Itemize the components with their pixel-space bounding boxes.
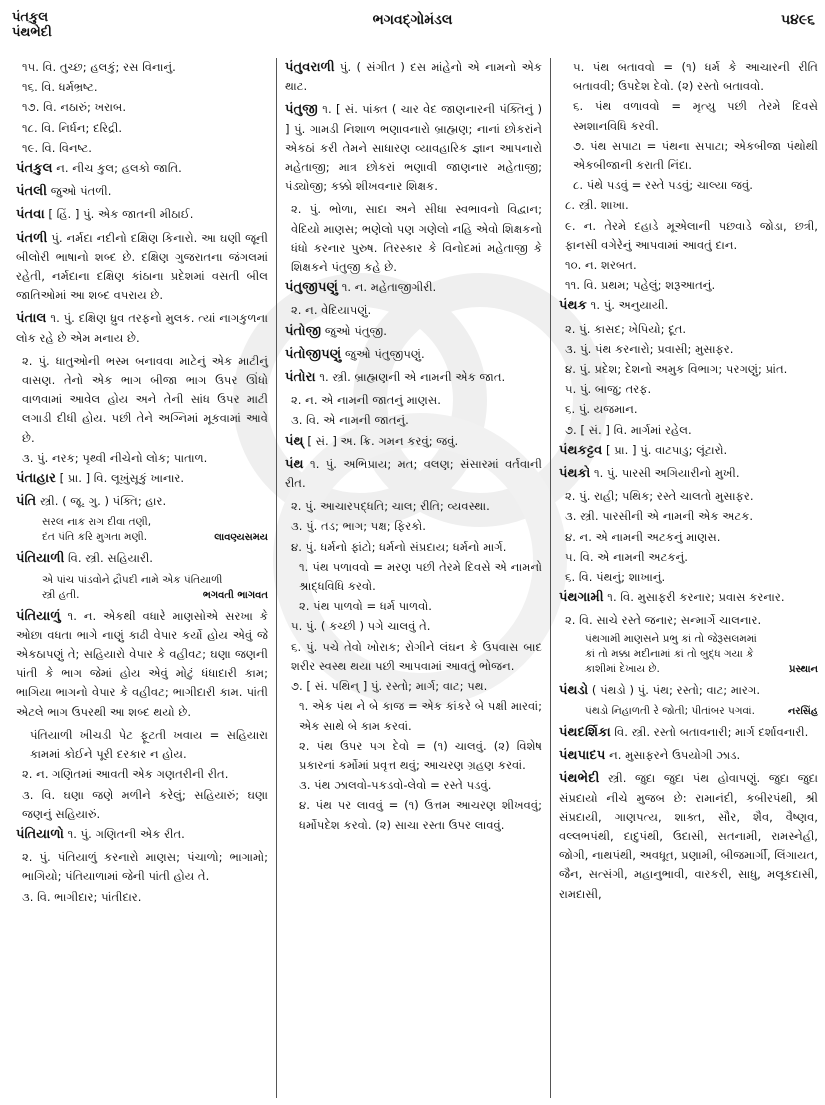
definition-text: ૧. ન. એકથી વધારે માણસોએ સરખા કે ઓછા વધતા ભાગે નાણું કાઢી વેપાર કર્યો હોય એવું જે એકઠાપણું તે; સહિયારો વેપાર કે વહીવટ; ઘણા જણની પાંતી કે ભાગ જેમાં હોય એવું મોટું ધંધાદારી કામ; ભાગિયા ભાગનો વેપાર કે વહીવટ; ભાગીદારી કામ. પાંતી એટલે ભાગ ઉપરથી આ શબ્દ થયો છે. <box>16 608 268 719</box>
headword: પંથભેદી <box>559 771 600 787</box>
sense-entry <box>559 360 818 379</box>
page-number: ૫૪૯૬ <box>780 12 815 28</box>
definition-text: ૬. વિ. પંથનું; શાખાનું. <box>565 570 666 585</box>
definition-text: ૧. પું. ગણિતની એક રીત. <box>63 826 185 841</box>
definition-text: સ્ત્રી. જુદા જુદા પંથ હોવાપણું. જુદા જુદા સંપ્રદાયો નીચે મુજબ છે: રામાનંદી, કબીરપંથી, શ્રી સંપ્રદાયી, ગાણપત્ય, શાક્ત, સૌર, શૈવ, વૈષ્ણવ, વલ્લભપંથી, દાદુપંથી, ઉદાસી, સતનામી, રામસ્નેહી, જોગી, નાથપંથી, અવધૂત, પ્રણામી, બીજમાર્ગી, લિંગાયત, જૈન, સત્સંગી, મહાનુભાવી, વારકરી, સાધુ, મલૂકદાસી, રામદાસી, <box>559 771 818 901</box>
sense-entry <box>16 98 268 117</box>
headword: પંતવા <box>16 207 45 223</box>
definition-text: ન. નીચ કુલ; હલકો જાતિ. <box>52 161 182 176</box>
definition-text: ૧. ન. મહેતાજીગીરી. <box>338 280 437 295</box>
citation-quote <box>559 704 818 719</box>
quote-line: દંત પંતિ કરિ મુગતા મણી. <box>42 531 148 544</box>
sense-entry <box>559 548 818 567</box>
dictionary-entry <box>16 549 268 568</box>
dictionary-entry <box>285 322 542 341</box>
definition-text: ૧. પંથ પળાવવો = મરણ પછી તેરમે દિવસે એ નામનો શ્રાદ્ધવિધિ કરવો. <box>299 559 542 594</box>
dictionary-entry <box>16 159 268 178</box>
headword: પંતાહાર <box>16 471 56 487</box>
sense-entry <box>559 421 818 440</box>
idiom-entry <box>559 137 818 175</box>
dictionary-entry <box>16 825 268 844</box>
sense-entry <box>559 528 818 547</box>
sense-entry <box>16 352 268 448</box>
definition-text: ૨. ન. ગણિતમાં આવતી એક ગણતરીની રીત. <box>22 767 229 782</box>
definition-text: ૫. પંથ બતાવવો = (૧) ધર્મ કે આચારની રીતિ બતાવવી; ઉપદેશ દેવો. (૨) રસ્તો બતાવવો. <box>573 60 818 94</box>
sense-entry <box>559 380 818 399</box>
definition-text: જુઓ પંતુજીપણું. <box>341 346 425 361</box>
dictionary-entry <box>16 492 268 511</box>
quote-line: પંથડો નિહાળતી રે જોતી; પીતાંબર પગવાં. <box>585 704 755 717</box>
definition-text: ૨. ન. એ નામની જાતનું માણસ. <box>291 393 441 408</box>
sense-entry <box>285 538 542 557</box>
sense-entry <box>285 301 542 320</box>
sense-entry <box>285 391 542 410</box>
definition-text: જુઓ પંતળી. <box>47 184 112 199</box>
dictionary-entry <box>285 455 542 493</box>
definition-text: ૧. પું. અભિપ્રાય; મત; વલણ; સંસારમાં વર્તવાની રીત. <box>285 456 542 491</box>
definition-text: ૪. પું. ધર્મનો ફાંટો; ધર્મનો સંપ્રદાય; ધર્મનો માર્ગ. <box>291 539 507 554</box>
headword: પંતોરા <box>285 370 316 386</box>
guide-word-last: પંથભેદી <box>12 25 52 40</box>
sense-entry <box>559 320 818 339</box>
definition-text: ૧. પું. અનુયાયી. <box>586 298 669 313</box>
idiom-entry <box>285 796 542 834</box>
sense-entry <box>16 58 268 77</box>
definition-text: વિ. સ્ત્રી. રસ્તો બતાવનારી; માર્ગ દર્શાવનારી. <box>610 724 809 739</box>
sense-entry <box>559 196 818 215</box>
definition-text: ૧. પું. પારસી અગિયારીનો મુખી. <box>590 466 740 481</box>
definition-text: [ પ્રા. ] વિ. લૂખુંસૂકું ખાનાર. <box>55 471 185 486</box>
definition-text: ન. મુસાફરને ઉપયોગી ઝાડ. <box>605 748 741 763</box>
definition-text: ૧૬. વિ. ધર્મભ્રષ્ટ. <box>22 80 98 95</box>
dictionary-entry <box>285 58 542 96</box>
citation-quote <box>16 515 268 545</box>
dictionary-entry <box>285 432 542 451</box>
dictionary-entry <box>559 723 818 742</box>
definition-text: ૭. પંથ સપાટા = પંથના સપાટા; એકબીજા પંથોથી એકબીજાની કરાતી નિંદા. <box>573 138 818 173</box>
sense-entry <box>559 568 818 587</box>
definition-text: ૨. પંથ પાળવો = ધર્મ પાળવો. <box>299 599 432 614</box>
quote-source: ભગવતી ભાગવત <box>202 589 268 601</box>
definition-text: ૪. ન. એ નામની અટકનું માણસ. <box>565 529 721 544</box>
sense-entry <box>16 119 268 138</box>
definition-text: પું. નર્મદા નદીનો દક્ષિણ કિનારો. આ ઘણી જૂની બીલોરી ભાષાનો શબ્દ છે. દક્ષિણ ગુજરાતના જંગલમાં રહેતી, નર્મદાના દક્ષિણ કાંઠાના પ્રદેશમાં વસતી બીલ જાતિઓમાં આ શબ્દ વપરાય છે. <box>16 230 268 303</box>
sense-entry <box>559 400 818 419</box>
sense-entry <box>559 611 818 630</box>
definition-text: પંતિયાળી ખીચડી પેટ ફૂટતી ખવાય = સહિયારા કામમાં કોઈને પૂરી દરકાર ન હોય. <box>30 727 268 762</box>
headword: પંથપાદપ <box>559 748 606 764</box>
headword: પંથદર્શિકા <box>559 724 611 740</box>
sense-entry <box>16 139 268 158</box>
definition-text: ૩. પંથ ઝાલવો-પકડવો-લેવો = રસ્તે પડવું. <box>299 778 492 793</box>
dictionary-entry <box>559 769 818 903</box>
dictionary-entry <box>559 681 818 700</box>
headword: પંતિયાળું <box>16 608 61 624</box>
definition-text: ૪. પંથ પર લાવવું = (૧) ઉત્તમ આચરણ શીખવવું; ધર્મોપદેશ કરવો. (૨) સાચા રસ્તા ઉપર લાવવું. <box>299 798 542 832</box>
headword: પંતુજી <box>285 102 318 118</box>
idiom-entry <box>285 737 542 775</box>
definition-text: ૮. સ્ત્રી. શાખા. <box>565 198 629 213</box>
definition-text: ૨. પું. કાસદ; ખેપિયો; દૂત. <box>565 321 687 336</box>
column-3 <box>550 58 820 1098</box>
definition-text: ૧૮. વિ. નિર્ધન; દરિદ્રી. <box>22 120 123 135</box>
idiom-entry <box>285 558 542 596</box>
dictionary-entry <box>16 229 268 306</box>
definition-text: [ પ્રા. ] પું. વાટપાડુ; લૂંટારો. <box>602 442 728 457</box>
idiom-entry <box>16 726 268 764</box>
running-title: ભગવદ્ગોમંડલ <box>372 12 453 28</box>
definition-text: ૬. પું. યજમાન. <box>565 402 638 417</box>
definition-text: ૬. પું. પચે તેવો ખોરાક; રોગીને લંઘન કે ઉપવાસ બાદ શરીર સ્વસ્થ થયા પછી આપવામાં આવતું ભોજન. <box>291 639 542 673</box>
definition-text: ૨. પું. પંતિયાળું કરનારો માણસ; પંચાળો; ભાગામો; ભાગિયો; પંતિયાળામાં જેની પાંતી હોય તે. <box>22 850 268 884</box>
headword: પંતિયાળી <box>16 551 65 567</box>
sense-entry <box>285 617 542 636</box>
quote-line: કાશીમાં દેખાય છે. <box>585 662 660 675</box>
definition-text: ૫. વિ. એ નામની અટકનું. <box>565 549 688 564</box>
definition-text: ૫. પું. બાજુ; તરફ. <box>565 382 652 397</box>
quote-line: સરલ નાક રાગ દીવા તણી, <box>42 516 152 529</box>
sense-entry <box>16 449 268 468</box>
quote-line: એ પાંચ પાંડવોને દ્રૌપદી નામે એક પંતિયાળી <box>42 573 223 586</box>
definition-text: ૯. ન. તેરમે દહાડે મૂએલાની પછવાડે જોડા, છત્રી, ફાનસી વગેરેનું આપવામાં આવતું દાન. <box>565 218 818 252</box>
headword: પંથગામી <box>559 590 604 606</box>
definition-text: ૩. વિ. ભાગીદાર; પાંતીદાર. <box>22 889 142 904</box>
definition-text: ( પંથડો ) પું. પંથ; રસ્તો; વાટ; મારગ. <box>588 682 761 697</box>
definition-text: ૨. પું. રાહી; પથિક; રસ્તે ચાલતો મુસાફર. <box>565 489 754 504</box>
guide-word-first: પંતકુલ <box>12 10 49 25</box>
dictionary-entry <box>285 278 542 297</box>
definition-text: ૭. [ સં. પથિન્ ] પું. રસ્તો; માર્ગ; વાટ; પથ. <box>291 679 488 694</box>
definition-text: ૨. પું. ભોળા, સાદા અને સીધા સ્વભાવનો વિદ્વાન; વેદિયો માણસ; ભણેલો પણ ગણેલો નહિ એવો શિક્ષકનો ધંધો કરનાર પુરુષ. તિરસ્કાર કે વિનોદમાં મહેતાજી કે શિક્ષકને પંતુજી કહે છે. <box>291 202 542 275</box>
headword: પંતોજીપણું <box>285 346 342 362</box>
headword: પંથકો <box>559 466 591 482</box>
definition-text: [ હિં. ] પું. એક જાતની મીઠાઈ. <box>44 207 194 222</box>
definition-text: ૧. એક પંથ ને બે કાજ = એક કાંકરે બે પક્ષી મારવાં; એક સાથે બે કામ કરવાં. <box>299 699 542 733</box>
sense-entry <box>285 517 542 536</box>
sense-entry <box>559 487 818 506</box>
sense-entry <box>285 497 542 516</box>
headword: પંતળી <box>16 230 48 246</box>
definition-text: ૧૦. ન. શરબત. <box>565 258 637 273</box>
headword: પંતોજી <box>285 323 322 339</box>
dictionary-columns <box>10 58 820 1098</box>
definition-text: ૪. પું. પ્રદેશ; દેશનો અમુક વિભાગ; પરગણું; પ્રાંત. <box>565 362 788 377</box>
idiom-entry <box>285 776 542 795</box>
sense-entry <box>16 765 268 784</box>
quote-source: લાવણ્યસમય <box>214 532 268 544</box>
dictionary-entry <box>559 296 818 315</box>
headword: પંતકુલ <box>16 161 53 177</box>
definition-text: ૩. પું. તડ; ભાગ; પક્ષ; ફિરકો. <box>291 519 426 534</box>
definition-text: ૩. સ્ત્રી. પારસીની એ નામની એક અટક. <box>565 509 754 524</box>
dictionary-entry <box>16 205 268 224</box>
idiom-entry <box>285 697 542 735</box>
dictionary-entry <box>559 588 818 607</box>
sense-entry <box>559 340 818 359</box>
definition-text: ૧. સ્ત્રી. બ્રાહ્મણની એ નામની એક જાત. <box>315 370 506 385</box>
dictionary-entry <box>16 182 268 201</box>
definition-text: ૩. પું. પંથ કરનારો; પ્રવાસી; મુસાફર. <box>565 341 734 356</box>
idiom-entry <box>559 58 818 96</box>
column-2 <box>276 58 550 1098</box>
definition-text: ૨. પું. આચારપદ્ધતિ; ચાલ; રીતિ; વ્યવસ્થા. <box>291 499 490 514</box>
dictionary-entry <box>559 441 818 460</box>
sense-entry <box>285 411 542 430</box>
definition-text: જુઓ પંતુજી. <box>321 323 387 338</box>
dictionary-entry <box>559 746 818 765</box>
definition-text: ૭. [ સં. ] વિ. માર્ગમાં રહેલ. <box>565 422 692 437</box>
definition-text: પું. ( સંગીત ) દસ માંહેનો એ નામનો એક થાટ. <box>285 60 542 94</box>
quote-source: નરસિંહ <box>787 705 818 717</box>
sense-entry <box>559 217 818 255</box>
column-1 <box>10 58 276 1098</box>
definition-text: ૧૭. વિ. નઠારું; ખરાબ. <box>22 100 126 115</box>
dictionary-entry <box>285 100 542 196</box>
dictionary-entry <box>285 368 542 387</box>
quote-source: પ્રસ્થાન <box>788 663 818 675</box>
definition-text: ૩. પું. નરક; પૃથ્વી નીચેનો લોક; પાતાળ. <box>22 450 208 465</box>
sense-entry <box>559 256 818 275</box>
sense-entry <box>16 786 268 824</box>
definition-text: વિ. સ્ત્રી. સહિયારી. <box>64 551 153 566</box>
sense-entry <box>285 200 542 277</box>
dictionary-entry <box>285 345 542 364</box>
idiom-entry <box>285 597 542 616</box>
sense-entry <box>559 276 818 295</box>
citation-quote <box>16 573 268 603</box>
idiom-entry <box>559 176 818 195</box>
dictionary-entry <box>16 309 268 347</box>
definition-text: ૧૫. વિ. તુચ્છ; હલકું; રસ વિનાનું. <box>22 60 176 74</box>
headword: પંતિયાળો <box>16 826 64 842</box>
sense-entry <box>559 507 818 526</box>
quote-line: પંથગામી માણસને પ્રભુ કાં તો જેરૂસલમમાં <box>585 632 757 645</box>
headword: પંથ્ <box>285 433 304 449</box>
headword: પંતિ <box>16 494 37 510</box>
headword: પંથડો <box>559 682 589 698</box>
headword: પંતુવરાળી <box>285 60 335 75</box>
headword: પંતુજીપણું <box>285 280 339 296</box>
definition-text: ૧. પું. દક્ષિણ ધ્રુવ તરફનો મુલક. ત્યાં નાગકુળના લોક રહે છે એમ મનાય છે. <box>16 311 268 345</box>
definition-text: ૮. પંથે પડવું = રસ્તે પડવું; ચાલ્યા જવું. <box>573 178 753 193</box>
definition-text: ૨. વિ. સાચે રસ્તે જનાર; સન્માર્ગે ચાલનાર. <box>565 613 762 628</box>
dictionary-entry <box>16 469 268 488</box>
sense-entry <box>16 888 268 907</box>
definition-text: ૩. વિ. એ નામની જાતનું. <box>291 413 409 428</box>
definition-text: ૫. પું. ( કચ્છી ) પગે ચાલવું તે. <box>291 619 431 634</box>
quote-line: સ્ત્રી હતી. <box>42 588 80 601</box>
headword: પંથક <box>559 298 587 314</box>
idiom-entry <box>559 97 818 135</box>
definition-text: [ સં. ] અ. ક્રિ. ગમન કરવું; જવું. <box>303 433 459 448</box>
definition-text: ૬. પંથ વળાવવો = મૃત્યુ પછી તેરમે દિવસે સ્મશાનવિધિ કરવી. <box>573 99 818 133</box>
headword: પંતાલ <box>16 311 47 327</box>
definition-text: ૧૧. વિ. પ્રથમ; પહેલું; શરૂઆતનું. <box>565 278 716 293</box>
dictionary-entry <box>16 607 268 722</box>
definition-text: ૨. ન. વેદિયાપણું. <box>291 303 372 318</box>
sense-entry <box>285 638 542 676</box>
quote-line: કાં તો મક્કા મદીનામાં કાં તો બુદ્ધ ગયા કે <box>585 647 754 660</box>
headword: પંથ <box>285 456 304 472</box>
citation-quote <box>559 632 818 677</box>
sense-entry <box>285 677 542 696</box>
definition-text: ૧૯. વિ. વિનષ્ટ. <box>22 140 92 155</box>
sense-entry <box>16 78 268 97</box>
definition-text: ૨. પંથ ઉપર પગ દેવો = (૧) ચાલવું. (૨) વિશેષ પ્રકારનાં કર્મોમાં પ્રવૃત્ત થવું; આચરણ ગ્રહણ કરવાં. <box>299 738 542 772</box>
page-header <box>0 0 825 50</box>
definition-text: ૩. વિ. ઘણા જણે મળીને કરેલું; સહિયારું; ઘણા જણનું સહિયારું. <box>22 787 268 821</box>
headword: પંથકટ્ટવ <box>559 442 603 458</box>
headword: પંતલી <box>16 184 48 200</box>
definition-text: ૧. વિ. મુસાફરી કરનાર; પ્રવાસ કરનાર. <box>603 590 785 605</box>
dictionary-entry <box>559 464 818 483</box>
definition-text: ૨. પું. ધાતુઓની ભસ્મ બનાવવા માટેનું એક માટીનું વાસણ. તેનો એક ભાગ બીજા ભાગ ઉપર ઊંધો વાળવામાં આવેલ હોય અને તેની સાંધ ઉપર માટી લગાડી દીધી હોય. પછી તેને અગ્નિમાં મૂકવામાં આવે છે. <box>22 353 268 445</box>
definition-text: ૧. [ સં. પાંક્ત ( ચાર વેદ જાણનારની પંક્તિનું ) ] પું. ગામડી નિશાળ ભણાવનારો બ્રાહ્મણ; નાનાં છોકરાંને એકઠાં કરી તેમને સાધારણ વ્યાવહારિક જ્ઞાન આપનારો મહેતાજી; માત્ર છોકરાં ભણાવી જાણનાર મહેતાજી; પંડ્યોજી; કક્કો શીખવનાર શિક્ષક. <box>285 102 542 194</box>
definition-text: સ્ત્રી. ( જૂ. ગુ. ) પંક્તિ; હાર. <box>36 494 167 509</box>
sense-entry <box>16 848 268 886</box>
